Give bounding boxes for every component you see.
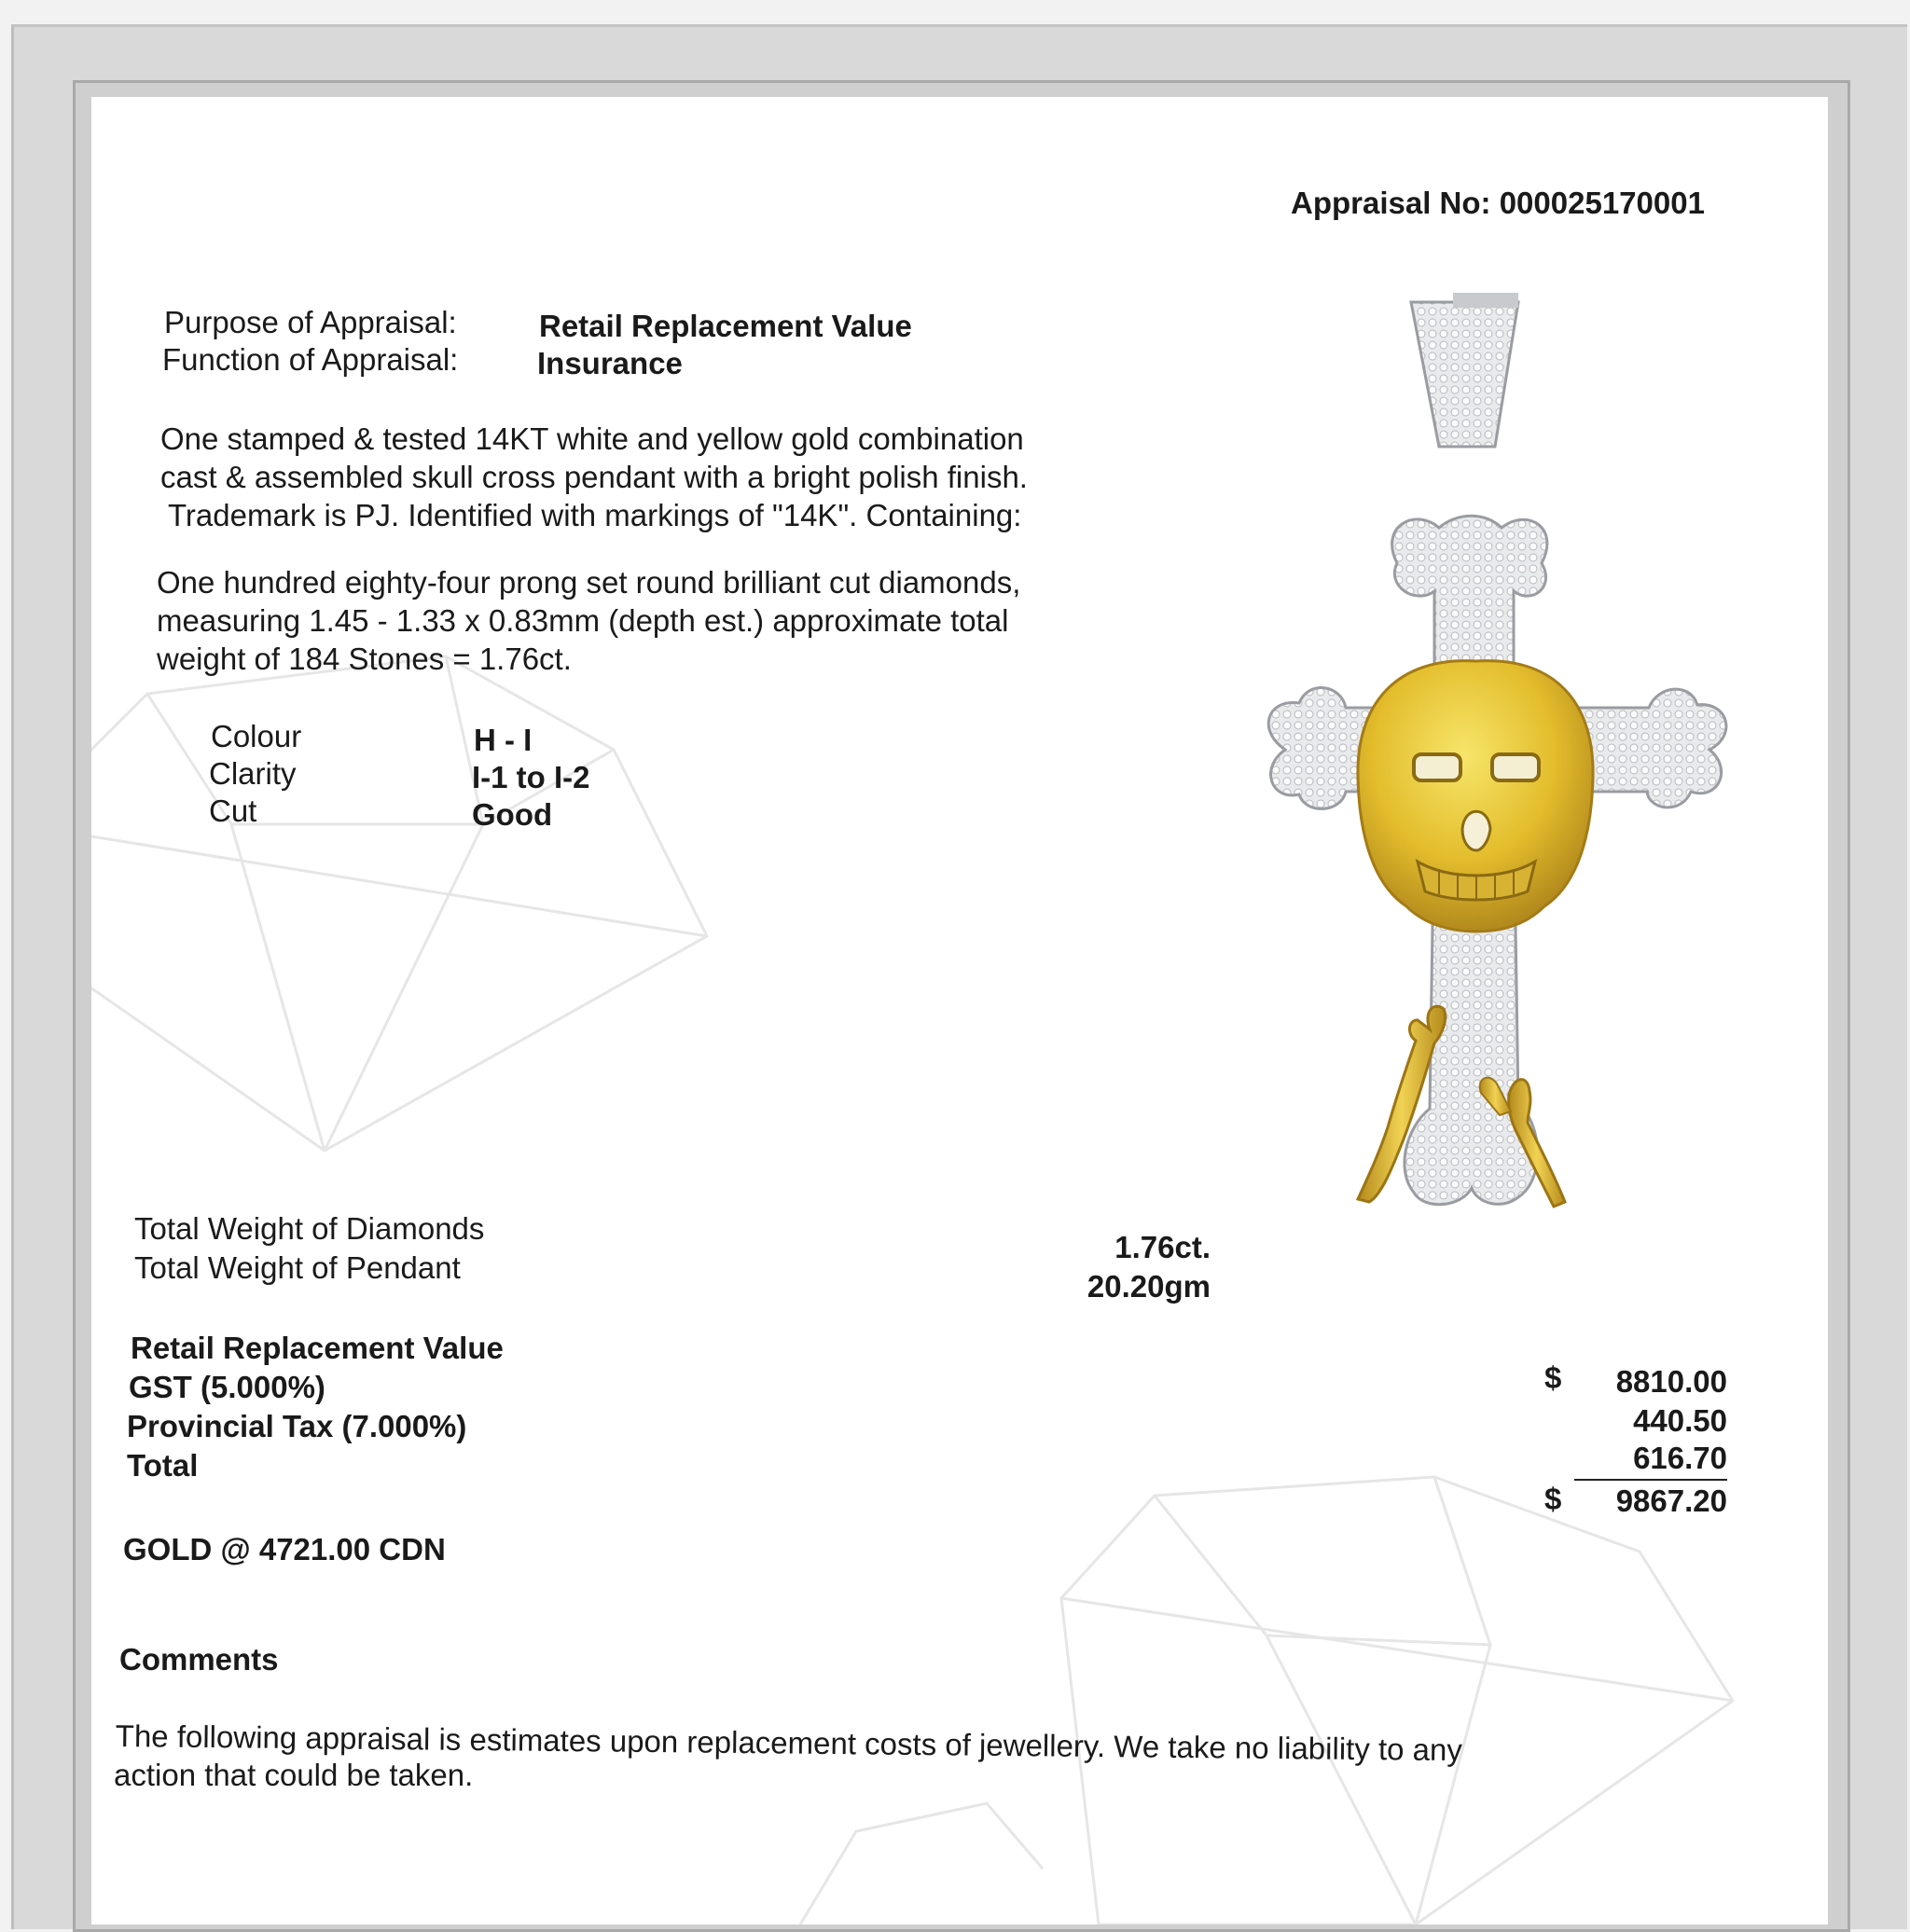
colour-label: Colour bbox=[211, 719, 302, 753]
comments-line: action that could be taken. bbox=[114, 1758, 474, 1792]
appraisal-number: Appraisal No: 000025170001 bbox=[1291, 186, 1705, 220]
purpose-label: Purpose of Appraisal: bbox=[164, 305, 457, 339]
total-label: Total bbox=[127, 1448, 199, 1483]
description-line: One stamped & tested 14KT white and yellow gold combination bbox=[160, 421, 1024, 456]
colour-value: H - I bbox=[474, 723, 533, 757]
diamond-line: weight of 184 Stones = 1.76ct. bbox=[157, 642, 572, 676]
function-label: Function of Appraisal: bbox=[162, 342, 459, 377]
clarity-label: Clarity bbox=[209, 756, 297, 791]
cut-label: Cut bbox=[209, 794, 257, 828]
appraisal-sheet bbox=[91, 97, 1828, 1925]
retail-replacement-label: Retail Replacement Value bbox=[131, 1331, 504, 1365]
clarity-value: I-1 to I-2 bbox=[472, 760, 590, 794]
diamond-weight-label: Total Weight of Diamonds bbox=[134, 1211, 485, 1246]
gst-label: GST (5.000%) bbox=[129, 1370, 325, 1404]
comments-line: The following appraisal is estimates upon replacement costs of jewellery. We take no liability to any bbox=[115, 1718, 1463, 1768]
cut-value: Good bbox=[472, 797, 553, 832]
diamond-line: measuring 1.45 - 1.33 x 0.83mm (depth est.) approximate total bbox=[157, 603, 1009, 638]
description-line: Trademark is PJ. Identified with markings of "14K". Containing: bbox=[168, 498, 1022, 532]
grand-total-amount: 9867.20 bbox=[1615, 1484, 1727, 1518]
sum-rule bbox=[1574, 1479, 1727, 1481]
description-line: cast & assembled skull cross pendant with a bright polish finish. bbox=[160, 460, 1028, 494]
currency-symbol: $ bbox=[1544, 1360, 1562, 1395]
function-value: Insurance bbox=[537, 346, 683, 380]
provincial-tax-amount: 440.50 bbox=[1633, 1403, 1727, 1438]
purpose-value: Retail Replacement Value bbox=[539, 309, 912, 343]
comments-heading: Comments bbox=[119, 1642, 279, 1677]
currency-symbol: $ bbox=[1544, 1482, 1562, 1516]
diamond-weight-value: 1.76ct. bbox=[1114, 1230, 1211, 1264]
diamond-line: One hundred eighty-four prong set round brilliant cut diamonds, bbox=[157, 565, 1021, 600]
diamond-paragraph bbox=[157, 563, 1020, 678]
skull-cross-pendant-photo bbox=[1248, 283, 1733, 1235]
provincial-tax-label: Provincial Tax (7.000%) bbox=[127, 1409, 467, 1443]
gst-amount: 8810.00 bbox=[1615, 1364, 1727, 1399]
pendant-weight-label: Total Weight of Pendant bbox=[134, 1250, 461, 1285]
pendant-weight-value: 20.20gm bbox=[1086, 1269, 1211, 1304]
gold-price: GOLD @ 4721.00 CDN bbox=[123, 1532, 446, 1566]
total-line-amount: 616.70 bbox=[1633, 1441, 1727, 1475]
description-paragraph bbox=[160, 420, 1028, 534]
